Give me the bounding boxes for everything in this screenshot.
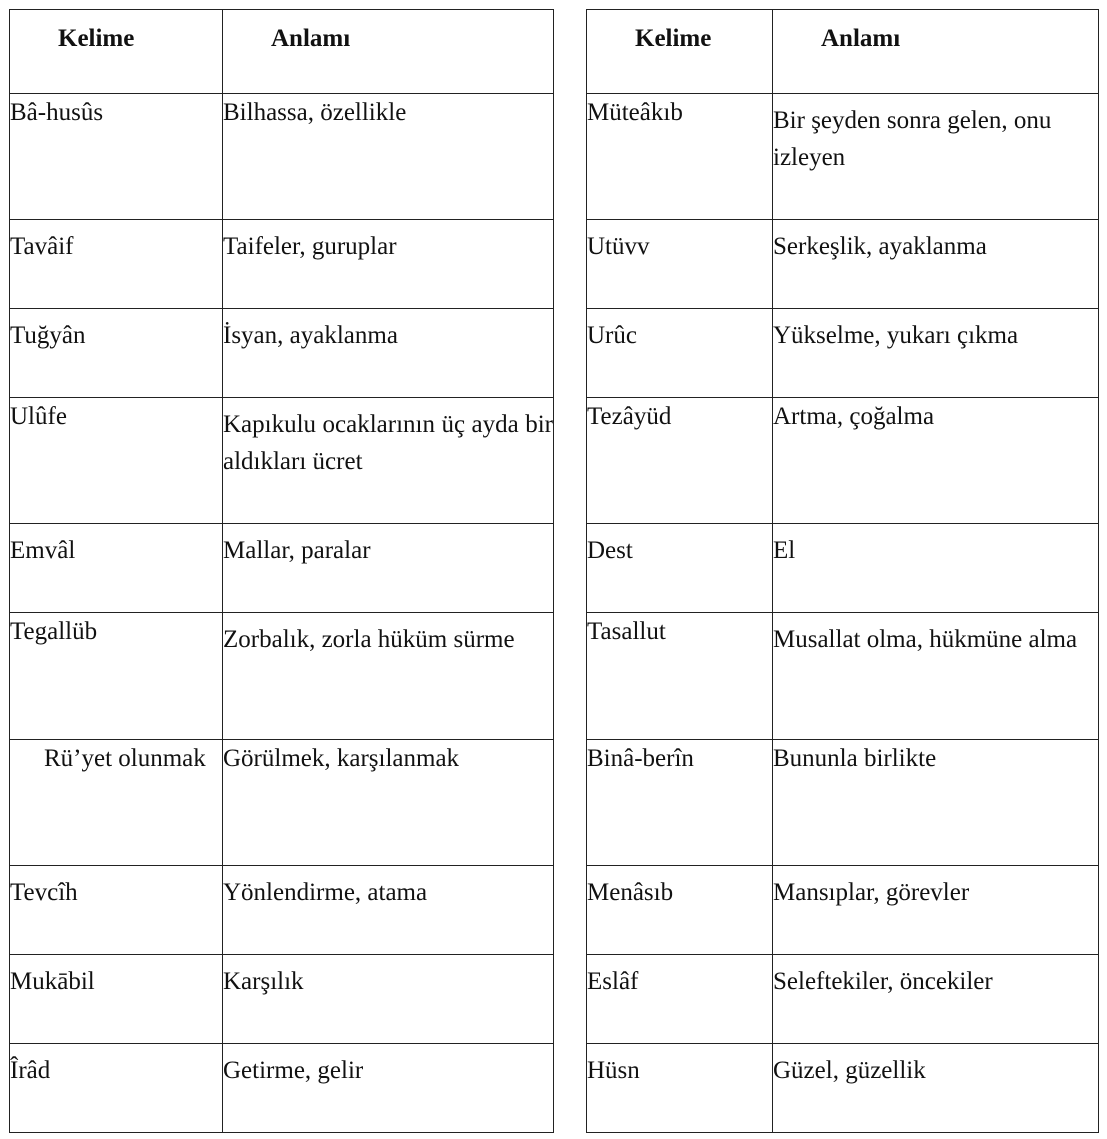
word-cell: Dest [587, 524, 773, 613]
word-cell: Ulûfe [10, 398, 223, 524]
header-row [587, 10, 1099, 94]
word-cell: Mukābil [10, 955, 223, 1044]
meaning-cell: Güzel, güzellik [773, 1044, 1099, 1133]
meaning-cell: Mansıplar, görevler [773, 866, 1099, 955]
table-row [10, 524, 554, 613]
word-cell: Tevcîh [10, 866, 223, 955]
word-cell: Urûc [587, 309, 773, 398]
table-row [10, 955, 554, 1044]
header-meaning: Anlamı [223, 10, 554, 94]
meaning-cell: Getirme, gelir [223, 1044, 554, 1133]
word-cell: Îrâd [10, 1044, 223, 1133]
word-cell: Binâ-berîn [587, 740, 773, 866]
table-row [587, 1044, 1099, 1133]
table-row [587, 740, 1099, 866]
meaning-cell: İsyan, ayaklanma [223, 309, 554, 398]
word-cell: Utüvv [587, 220, 773, 309]
word-cell: Tuğyân [10, 309, 223, 398]
meaning-cell: Bir şeyden sonra gelen, onu izleyen [773, 94, 1099, 220]
meaning-cell: Mallar, paralar [223, 524, 554, 613]
table-row [10, 613, 554, 740]
word-cell: Emvâl [10, 524, 223, 613]
meaning-cell: Musallat olma, hükmüne alma [773, 613, 1099, 740]
glossary-table-right [586, 9, 1099, 1133]
meaning-cell: Görülmek, karşılanmak [223, 740, 554, 866]
meaning-cell: Bununla birlikte [773, 740, 1099, 866]
word-cell: Tasallut [587, 613, 773, 740]
table-row [10, 309, 554, 398]
table-row [587, 524, 1099, 613]
table-row [587, 613, 1099, 740]
glossary-table-left [9, 9, 554, 1133]
table-row [587, 955, 1099, 1044]
table-row [587, 866, 1099, 955]
header-word: Kelime [587, 10, 773, 94]
table-row [10, 94, 554, 220]
word-cell [10, 740, 223, 866]
word-cell: Menâsıb [587, 866, 773, 955]
word-cell: Bâ-husûs [10, 94, 223, 220]
meaning-cell: El [773, 524, 1099, 613]
meaning-cell: Taifeler, guruplar [223, 220, 554, 309]
meaning-cell: Artma, çoğalma [773, 398, 1099, 524]
word-cell: Müteâkıb [587, 94, 773, 220]
word-cell: Eslâf [587, 955, 773, 1044]
word-cell: Tezâyüd [587, 398, 773, 524]
table-row [587, 398, 1099, 524]
meaning-cell: Bilhassa, özellikle [223, 94, 554, 220]
word-cell-text: Rü’yet olunmak [44, 745, 206, 772]
table-row [587, 220, 1099, 309]
word-cell: Tavâif [10, 220, 223, 309]
header-meaning: Anlamı [773, 10, 1099, 94]
meaning-cell: Serkeşlik, ayaklanma [773, 220, 1099, 309]
header-word: Kelime [10, 10, 223, 94]
meaning-cell: Yükselme, yukarı çıkma [773, 309, 1099, 398]
meaning-cell: Kapıkulu ocaklarının üç ayda bir aldıkları ücret [223, 398, 554, 524]
table-row [10, 866, 554, 955]
meaning-cell: Seleftekiler, öncekiler [773, 955, 1099, 1044]
table-row [587, 94, 1099, 220]
header-row [10, 10, 554, 94]
table-row [10, 740, 554, 866]
table-row [10, 398, 554, 524]
table-row [587, 309, 1099, 398]
word-cell: Tegallüb [10, 613, 223, 740]
word-cell: Hüsn [587, 1044, 773, 1133]
table-row [10, 220, 554, 309]
table-row [10, 1044, 554, 1133]
meaning-cell: Karşılık [223, 955, 554, 1044]
meaning-cell: Zorbalık, zorla hüküm sürme [223, 613, 554, 740]
meaning-cell: Yönlendirme, atama [223, 866, 554, 955]
